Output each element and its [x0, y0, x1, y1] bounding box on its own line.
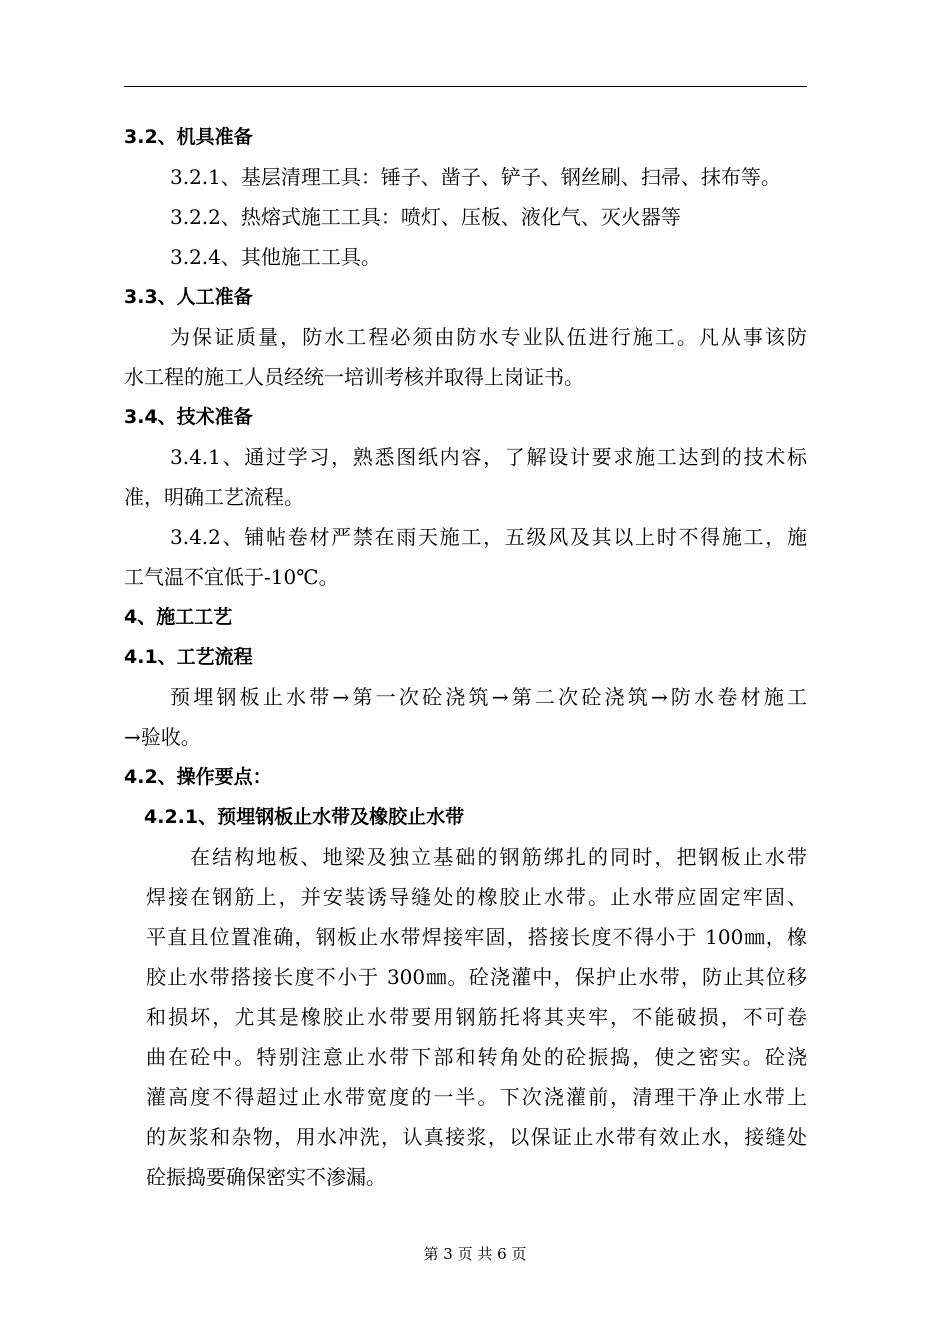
paragraph-4-2-1-line: 平直且位置准确，钢板止水带焊接牢固，搭接长度不得小于 100㎜，橡: [146, 925, 807, 949]
item-3-4-2-line2: 工气温不宜低于-10℃。: [124, 565, 339, 589]
paragraph-4-2-1-line: 和损坏，尤其是橡胶止水带要用钢筋托将其夹牢，不能破损，不可卷: [146, 1005, 807, 1029]
heading-4-2-1: 4.2.1、预埋钢板止水带及橡胶止水带: [144, 806, 465, 828]
item-3-2-1: 3.2.1、基层清理工具：锤子、凿子、铲子、钢丝刷、扫帚、抹布等。: [170, 165, 781, 189]
document-body: [124, 117, 807, 1197]
item-3-4-1-line2: 准，明确工艺流程。: [124, 485, 304, 509]
paragraph-3-3-line2: 水工程的施工人员经统一培训考核并取得上岗证书。: [124, 365, 584, 389]
item-3-4-2-line1: 3.4.2、铺帖卷材严禁在雨天施工，五级风及其以上时不得施工，施: [170, 525, 807, 549]
paragraph-4-2-1-line: 曲在砼中。特别注意止水带下部和转角处的砼振捣，使之密实。砼浇: [146, 1045, 807, 1069]
paragraph-4-2-1-line: 焊接在钢筋上，并安装诱导缝处的橡胶止水带。止水带应固定牢固、: [146, 885, 807, 909]
paragraph-4-1-line2: →验收。: [124, 725, 201, 749]
header-rule: [124, 86, 807, 87]
paragraph-4-2-1-line: 的灰浆和杂物，用水冲洗，认真接浆，以保证止水带有效止水，接缝处: [146, 1125, 807, 1149]
paragraph-4-2-1-line: 胶止水带搭接长度不小于 300㎜。砼浇灌中，保护止水带，防止其位移: [146, 965, 807, 989]
heading-3-3: 3.3、人工准备: [124, 286, 253, 308]
paragraph-4-2-1-line: 砼振捣要确保密实不渗漏。: [146, 1165, 386, 1189]
paragraph-3-3-line1: 为保证质量，防水工程必须由防水专业队伍进行施工。凡从事该防: [170, 325, 807, 349]
paragraph-4-1-line1: 预埋钢板止水带→第一次砼浇筑→第二次砼浇筑→防水卷材施工: [170, 685, 807, 709]
page-footer: 第 3 页 共 6 页: [423, 1245, 527, 1263]
item-3-2-2: 3.2.2、热熔式施工工具：喷灯、压板、液化气、灭火器等: [170, 205, 681, 229]
heading-4-2: 4.2、操作要点：: [124, 766, 272, 788]
heading-3-4: 3.4、技术准备: [124, 406, 253, 428]
heading-4-1: 4.1、工艺流程: [124, 646, 253, 668]
item-3-2-4: 3.2.4、其他施工工具。: [170, 245, 381, 269]
paragraph-4-2-1-line: 灌高度不得超过止水带宽度的一半。下次浇灌前，清理干净止水带上: [146, 1085, 807, 1109]
paragraph-4-2-1-line: 在结构地板、地梁及独立基础的钢筋绑扎的同时，把钢板止水带: [190, 845, 807, 869]
heading-3-2: 3.2、机具准备: [124, 126, 253, 148]
heading-4: 4、施工工艺: [124, 606, 233, 628]
item-3-4-1-line1: 3.4.1、通过学习，熟悉图纸内容，了解设计要求施工达到的技术标: [170, 445, 807, 469]
